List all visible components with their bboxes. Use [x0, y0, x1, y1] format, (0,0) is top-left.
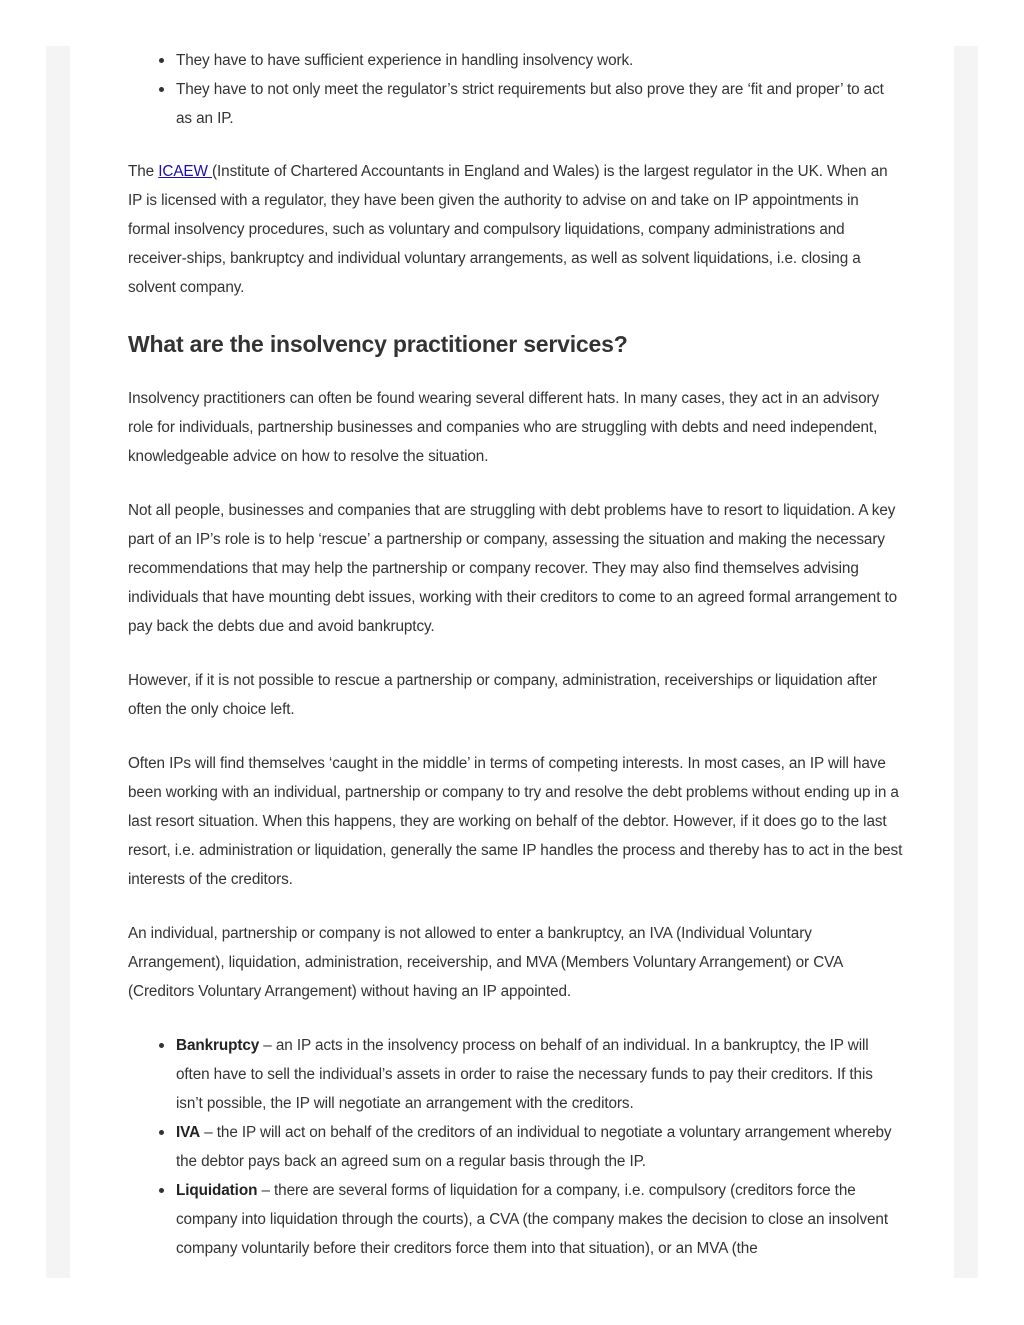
requirements-list — [128, 46, 903, 133]
intro-prefix: The — [128, 163, 159, 180]
intro-suffix: (Institute of Chartered Accountants in England and Wales) is the largest regulator in the UK. When an IP is licensed with a regulator, they have been given the authority to advise on and take on IP appointments in formal insolvency procedures, such as voluntary and compulsory liquidations, company administrations and receiver-ships, bankruptcy and individual voluntary arrangements, as well as solvent liquidations, i.e. closing a solvent company. — [128, 163, 888, 296]
service-description: – the IP will act on behalf of the creditors of an individual to negotiate a voluntary arrangement whereby the debtor pays back an agreed sum on a regular basis through the IP. — [176, 1124, 892, 1170]
list-item: They have to have sufficient experience in handling insolvency work. — [176, 46, 903, 75]
paragraph: Not all people, businesses and companies that are struggling with debt problems have to resort to liquidation. A key part of an IP’s role is to help ‘rescue’ a partnership or company, assessing the situation and making the necessary recommendations that may help the partnership or company recover. They may also find themselves advising individuals that have mounting debt issues, working with their creditors to come to an agreed formal arrangement to pay back the debts due and avoid bankruptcy. — [128, 502, 898, 635]
list-item — [176, 1176, 903, 1263]
service-term: Bankruptcy — [176, 1037, 260, 1054]
service-description: – an IP acts in the insolvency process on behalf of an individual. In a bankruptcy, the IP will often have to sell the individual’s assets in order to raise the necessary funds to pay their creditors. If this isn’t possible, the IP will negotiate an arrangement with the creditors. — [176, 1037, 873, 1112]
icaew-link[interactable]: ICAEW — [158, 163, 213, 180]
list-item: They have to not only meet the regulator’s strict requirements but also prove they are ‘fit and proper’ to act as an IP. — [176, 75, 903, 133]
article-body — [128, 46, 903, 1263]
paragraph: An individual, partnership or company is not allowed to enter a bankruptcy, an IVA (Individual Voluntary Arrangement), liquidation, administration, receivership, and MVA (Members Voluntary Arrangement) or CVA (Creditors Voluntary Arrangement) without having an IP appointed. — [128, 925, 843, 1000]
paragraph: However, if it is not possible to rescue a partnership or company, administration, receiverships or liquidation after often the only choice left. — [128, 672, 877, 718]
service-description: – there are several forms of liquidation for a company, i.e. compulsory (creditors force the company into liquidation through the courts), a CVA (the company makes the decision to close an insolvent company voluntarily before their creditors force them into that situation), or an MVA (the — [176, 1182, 888, 1257]
paragraph: Insolvency practitioners can often be found wearing several different hats. In many cases, they act in an advisory role for individuals, partnership businesses and companies who are struggling with debts and need independent, knowledgeable advice on how to resolve the situation. — [128, 390, 880, 465]
service-term: IVA — [176, 1124, 201, 1141]
list-item — [176, 1118, 903, 1176]
content-panel — [70, 46, 954, 1278]
intro-paragraph — [128, 157, 903, 302]
section-heading: What are the insolvency practitioner services? — [128, 331, 628, 357]
paragraph: Often IPs will find themselves ‘caught in the middle’ in terms of competing interests. In most cases, an IP will have been working with an individual, partnership or company to try and resolve the debt problems without ending up in a last resort situation. When this happens, they are working on behalf of the debtor. However, if it does go to the last resort, i.e. administration or liquidation, generally the same IP handles the process and thereby has to act in the best interests of the creditors. — [128, 755, 903, 888]
service-term: Liquidation — [176, 1182, 258, 1199]
list-item — [176, 1031, 903, 1118]
services-list — [128, 1031, 903, 1263]
